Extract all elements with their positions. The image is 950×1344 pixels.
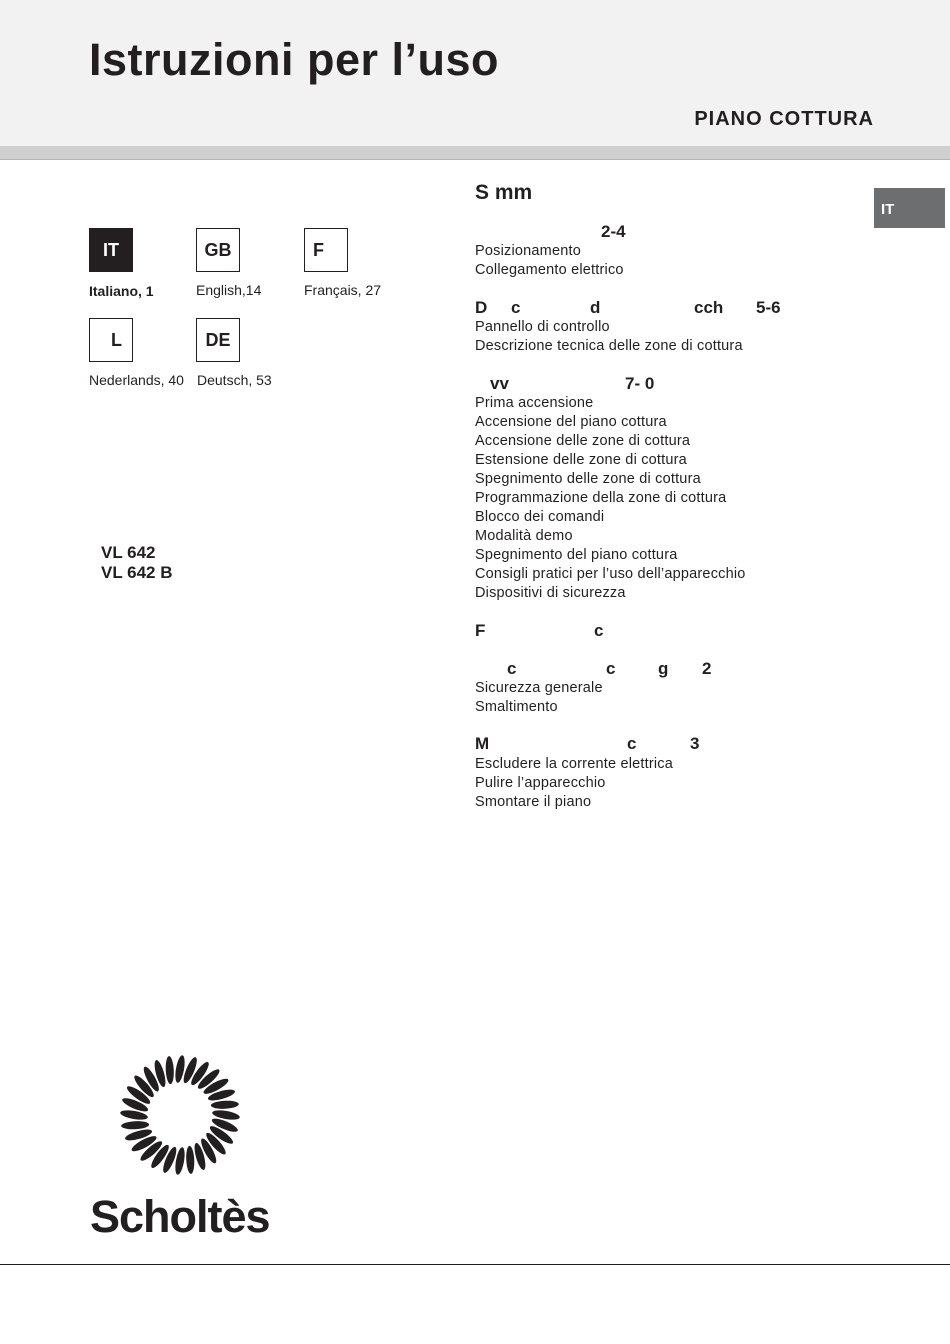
lang-label-gb: English,14 — [196, 282, 262, 298]
header-rule — [0, 146, 950, 160]
toc-section-4-letter-1: F — [475, 621, 486, 640]
toc-section-2-letter-2: c — [511, 298, 521, 317]
toc-item: Programmazione della zone di cottura — [475, 490, 727, 506]
toc-item: Smaltimento — [475, 699, 558, 715]
lang-box-f[interactable]: F — [304, 228, 348, 272]
toc-section-5-page: 2 — [702, 659, 712, 678]
logo-ray — [211, 1100, 239, 1109]
toc-section-3-letters: vv — [490, 374, 509, 393]
toc-item: Spegnimento del piano cottura — [475, 547, 678, 563]
toc-item: Smontare il piano — [475, 794, 592, 810]
toc-section-5-letter-2: c — [606, 659, 616, 678]
toc-section-1-page: 2-4 — [601, 222, 626, 241]
toc-item: Modalità demo — [475, 528, 573, 544]
toc-item: Descrizione tecnica delle zone di cottura — [475, 338, 743, 354]
toc-item: Sicurezza generale — [475, 680, 603, 696]
toc-item: Estensione delle zone di cottura — [475, 452, 687, 468]
toc-item: Dispositivi di sicurezza — [475, 585, 626, 601]
toc-section-2-heading — [475, 298, 855, 318]
brand-name: Scholtès — [90, 1191, 270, 1238]
toc-item: Escludere la corrente elettrica — [475, 756, 674, 772]
toc-section-1-heading — [475, 222, 855, 242]
toc-section-2-letter-1: D — [475, 298, 488, 317]
sunburst-logo-icon — [90, 1048, 270, 1238]
brand-logo — [90, 1048, 270, 1238]
bottom-rule — [0, 1264, 950, 1265]
logo-ray — [165, 1056, 174, 1084]
toc-section-5-letter-3: g — [658, 659, 669, 678]
toc-section-4-letter-2: c — [594, 621, 604, 640]
lang-box-gb[interactable]: GB — [196, 228, 240, 272]
toc-section-3-heading — [475, 374, 855, 394]
lang-label-l: Nederlands, 40 — [89, 372, 184, 388]
toc-item: Blocco dei comandi — [475, 509, 605, 525]
toc-item: Spegnimento delle zone di cottura — [475, 471, 701, 487]
toc-item: Pulire l’apparecchio — [475, 775, 606, 791]
toc-item: Posizionamento — [475, 243, 581, 259]
document-subtitle: PIANO COTTURA — [694, 108, 874, 130]
toc-item: Pannello di controllo — [475, 319, 610, 335]
toc-item: Accensione delle zone di cottura — [475, 433, 691, 449]
logo-ray — [121, 1121, 149, 1130]
lang-box-de[interactable]: DE — [196, 318, 240, 362]
toc-item: Collegamento elettrico — [475, 262, 624, 278]
language-side-tab: IT — [874, 188, 945, 228]
toc-item: Accensione del piano cottura — [475, 414, 667, 430]
toc-item: Prima accensione — [475, 395, 594, 411]
toc-item: Consigli pratici per l’uso dell’apparecchio — [475, 566, 746, 582]
model-1: VL 642 — [101, 543, 156, 562]
logo-ray — [186, 1146, 195, 1174]
toc-section-3-page: 7- 0 — [625, 374, 655, 393]
toc-section-2-letter-3: d — [590, 298, 601, 317]
toc-title: S mm — [475, 181, 533, 204]
lang-label-it: Italiano, 1 — [89, 283, 154, 299]
toc-section-6-page: 3 — [690, 734, 700, 753]
toc-section-5-letter-1: c — [507, 659, 517, 678]
model-2: VL 642 B — [101, 563, 173, 582]
lang-label-f: Français, 27 — [304, 282, 382, 298]
toc-section-5-heading — [475, 659, 855, 679]
document-title: Istruzioni per l’uso — [89, 34, 500, 85]
toc-section-2-page: 5-6 — [756, 298, 781, 317]
toc-section-2-letter-4: cch — [694, 298, 724, 317]
toc-section-6-heading — [475, 734, 855, 754]
lang-box-it[interactable]: IT — [89, 228, 133, 272]
toc-section-6-letter-1: M — [475, 734, 490, 753]
toc-section-6-letter-2: c — [627, 734, 637, 753]
lang-box-l[interactable]: L — [89, 318, 133, 362]
toc-section-4-heading — [475, 621, 855, 641]
lang-label-de: Deutsch, 53 — [197, 372, 272, 388]
